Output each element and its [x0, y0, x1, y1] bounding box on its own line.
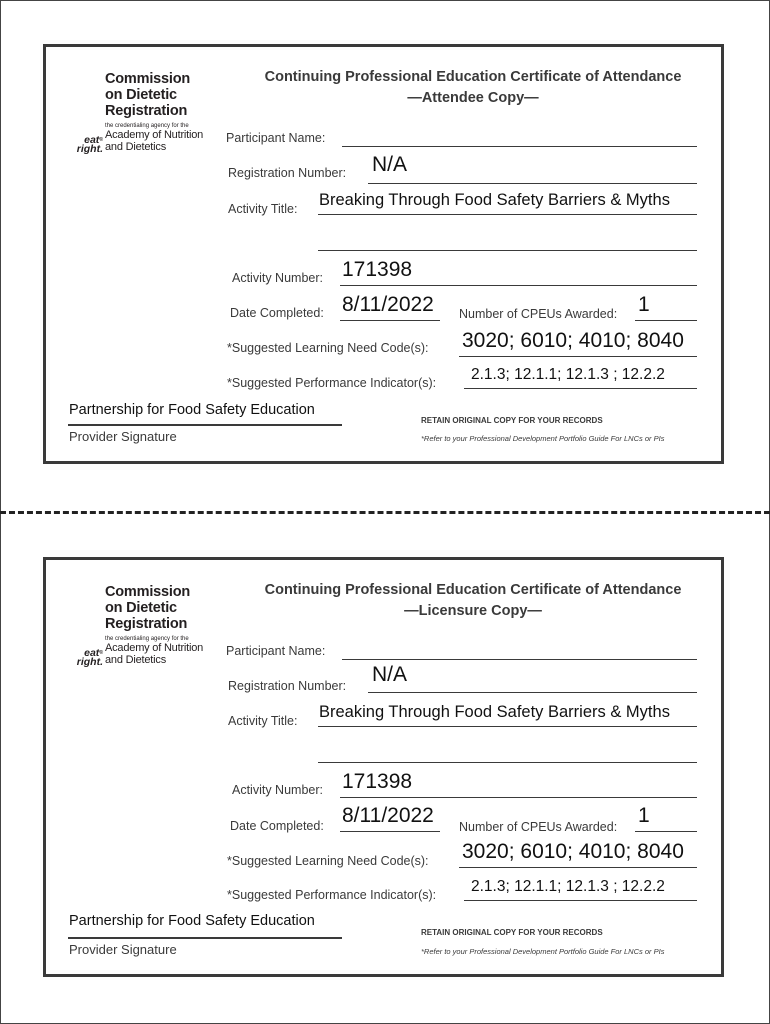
- participant-name-line: [342, 146, 697, 147]
- learning-need-codes-value: 3020; 6010; 4010; 8040: [462, 840, 684, 863]
- activity-title-line-2: [318, 762, 697, 763]
- logo-mark-registered: ®: [99, 137, 103, 143]
- retain-copy-notice: RETAIN ORIGINAL COPY FOR YOUR RECORDS: [421, 416, 603, 425]
- activity-title-line-2: [318, 250, 697, 251]
- activity-title-label: Activity Title:: [228, 714, 298, 728]
- certificate-copy-type: —Licensure Copy—: [404, 603, 542, 619]
- cdr-logo: [76, 71, 255, 155]
- provider-signature-label: Provider Signature: [69, 429, 177, 444]
- date-completed-label: Date Completed:: [230, 819, 324, 833]
- registration-number-label: Registration Number:: [228, 679, 347, 693]
- provider-name: Partnership for Food Safety Education: [69, 402, 315, 418]
- logo-academy-line: Academy of Nutrition: [105, 129, 204, 141]
- activity-title-label: Activity Title:: [228, 202, 298, 216]
- logo-name-line: Commission: [105, 584, 191, 600]
- certificate-licensure-copy: [43, 557, 724, 977]
- eatright-logo-mark: [67, 649, 103, 667]
- cpeus-awarded-line: [635, 320, 697, 321]
- learning-need-codes-value: 3020; 6010; 4010; 8040: [462, 329, 684, 352]
- activity-number-line: [340, 285, 697, 286]
- logo-name-line: Commission: [105, 71, 191, 87]
- activity-number-value: 171398: [342, 258, 413, 281]
- participant-name-line: [342, 659, 697, 660]
- cpeus-awarded-value: 1: [638, 804, 650, 827]
- activity-title-value: Breaking Through Food Safety Barriers & Myths: [319, 191, 670, 209]
- cdr-logo: [76, 584, 255, 668]
- retain-copy-notice: RETAIN ORIGINAL COPY FOR YOUR RECORDS: [421, 928, 603, 937]
- learning-need-codes-line: [459, 356, 697, 357]
- portfolio-guide-note: *Refer to your Professional Development Portfolio Guide For LNCs or PIs: [421, 947, 665, 956]
- logo-academy-name: [105, 642, 203, 666]
- logo-mark-word: eat: [84, 134, 100, 146]
- performance-indicators-value: 2.1.3; 12.1.1; 12.1.3 ; 12.2.2: [471, 878, 665, 895]
- registration-number-value: N/A: [372, 663, 408, 686]
- certificate-title: [258, 67, 688, 109]
- logo-tagline: the credentialing agency for the: [105, 636, 189, 642]
- certificate-copy-type: —Attendee Copy—: [407, 90, 539, 106]
- cpeus-awarded-label: Number of CPEUs Awarded:: [459, 307, 618, 321]
- performance-indicators-line: [464, 900, 697, 901]
- learning-need-codes-label: *Suggested Learning Need Code(s):: [227, 854, 429, 868]
- performance-indicators-label: *Suggested Performance Indicator(s):: [227, 888, 437, 902]
- logo-academy-line: and Dietetics: [105, 141, 166, 153]
- logo-name-line: Registration: [105, 616, 188, 632]
- learning-need-codes-line: [459, 867, 697, 868]
- provider-name: Partnership for Food Safety Education: [69, 913, 315, 929]
- date-completed-label: Date Completed:: [230, 306, 324, 320]
- registration-number-value: N/A: [372, 153, 408, 176]
- performance-indicators-value: 2.1.3; 12.1.1; 12.1.3 ; 12.2.2: [471, 366, 665, 383]
- logo-name-line: Registration: [105, 103, 188, 119]
- activity-number-label: Activity Number:: [232, 783, 323, 797]
- certificate-attendee-copy: [43, 44, 724, 464]
- participant-name-label: Participant Name:: [226, 131, 326, 145]
- activity-number-line: [340, 797, 697, 798]
- dashed-cut-line: [0, 511, 770, 514]
- activity-title-line: [318, 726, 697, 727]
- learning-need-codes-label: *Suggested Learning Need Code(s):: [227, 341, 429, 355]
- date-completed-line: [340, 831, 440, 832]
- date-completed-value: 8/11/2022: [342, 804, 434, 827]
- logo-academy-line: Academy of Nutrition: [105, 642, 204, 654]
- performance-indicators-label: *Suggested Performance Indicator(s):: [227, 376, 437, 390]
- performance-indicators-line: [464, 388, 697, 389]
- cpeus-awarded-value: 1: [638, 293, 650, 316]
- logo-mark-word: eat: [84, 647, 100, 659]
- provider-signature-line: [68, 937, 342, 939]
- activity-number-label: Activity Number:: [232, 271, 323, 285]
- registration-number-label: Registration Number:: [228, 166, 347, 180]
- participant-name-label: Participant Name:: [226, 644, 326, 658]
- provider-signature-label: Provider Signature: [69, 942, 177, 957]
- registration-number-line: [368, 692, 697, 693]
- certificate-title-line: Continuing Professional Education Certificate of Attendance: [264, 69, 682, 85]
- logo-mark-word: right.: [76, 143, 103, 155]
- portfolio-guide-note: *Refer to your Professional Development Portfolio Guide For LNCs or PIs: [421, 434, 665, 443]
- activity-title-line: [318, 214, 697, 215]
- logo-academy-line: and Dietetics: [105, 654, 166, 666]
- logo-tagline: the credentialing agency for the: [105, 123, 189, 129]
- eatright-logo-mark: [67, 136, 103, 154]
- date-completed-value: 8/11/2022: [342, 293, 434, 316]
- registration-number-line: [368, 183, 697, 184]
- certificate-title: [258, 580, 688, 622]
- date-completed-line: [340, 320, 440, 321]
- cpeus-awarded-line: [635, 831, 697, 832]
- certificate-title-line: Continuing Professional Education Certificate of Attendance: [264, 582, 682, 598]
- activity-number-value: 171398: [342, 770, 413, 793]
- logo-mark-word: right.: [76, 656, 103, 668]
- provider-signature-line: [68, 424, 342, 426]
- activity-title-value: Breaking Through Food Safety Barriers & Myths: [319, 703, 670, 721]
- logo-academy-name: [105, 129, 203, 153]
- logo-name-line: on Dietetic: [105, 600, 177, 616]
- cpeus-awarded-label: Number of CPEUs Awarded:: [459, 820, 618, 834]
- logo-name-line: on Dietetic: [105, 87, 177, 103]
- logo-mark-registered: ®: [99, 650, 103, 656]
